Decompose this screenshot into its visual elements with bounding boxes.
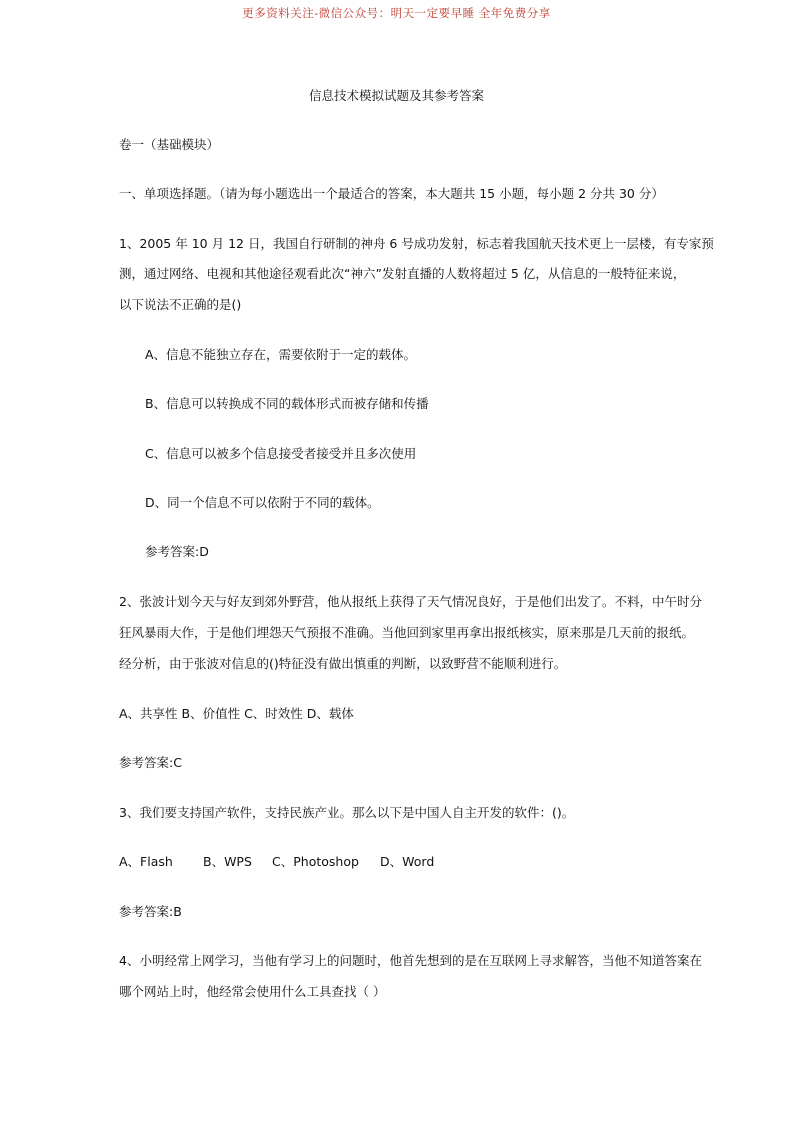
question-1-line-3: 以下说法不正确的是() xyxy=(119,297,242,312)
question-1-option-d: D、同一个信息不可以依附于不同的载体。 xyxy=(145,495,380,510)
question-1-option-b: B、信息可以转换成不同的载体形式而被存储和传播 xyxy=(145,396,429,411)
question-2-line-2: 狂风暴雨大作，于是他们埋怨天气预报不准确。当他回到家里再拿出报纸核实，原来那是几天前的报纸。 xyxy=(119,625,695,640)
part-heading: 一、单项选择题。（请为每小题选出一个最适合的答案，本大题共 15 小题，每小题 2 分共 30 分） xyxy=(119,186,664,201)
top-banner: 更多资料关注-微信公众号：明天一定要早睡 全年免费分享 xyxy=(242,6,551,20)
question-3-option-d: D、Word xyxy=(380,854,435,869)
question-1-line-1: 1、2005 年 10 月 12 日，我国自行研制的神舟 6 号成功发射，标志着我国航天技术更上一层楼，有专家预 xyxy=(119,236,714,251)
question-1-option-c: C、信息可以被多个信息接受者接受并且多次使用 xyxy=(145,446,417,461)
question-3-option-a: A、Flash xyxy=(119,854,173,869)
question-1-answer: 参考答案:D xyxy=(145,544,209,559)
question-4-line-2: 哪个网站上时，他经常会使用什么工具查找（ ） xyxy=(119,984,386,999)
question-3-option-c: C、Photoshop xyxy=(272,854,359,869)
question-1-line-2: 测，通过网络、电视和其他途径观看此次“神六”发射直播的人数将超过 5 亿，从信息的一般特征来说， xyxy=(119,266,686,281)
document-title: 信息技术模拟试题及其参考答案 xyxy=(308,88,484,103)
question-3-text: 3、我们要支持国产软件，支持民族产业。那么以下是中国人自主开发的软件：()。 xyxy=(119,805,575,820)
question-3-options xyxy=(119,854,434,870)
question-4-line-1: 4、小明经常上网学习，当他有学习上的问题时，他首先想到的是在互联网上寻求解答，当他不知道答案在 xyxy=(119,953,702,968)
question-3-answer: 参考答案:B xyxy=(119,904,182,919)
question-2-line-1: 2、张波计划今天与好友到郊外野营，他从报纸上获得了天气情况良好，于是他们出发了。不料，中午时分 xyxy=(119,594,702,609)
question-1-option-a: A、信息不能独立存在，需要依附于一定的载体。 xyxy=(145,347,417,362)
question-2-line-3: 经分析，由于张波对信息的()特征没有做出慎重的判断，以致野营不能顺利进行。 xyxy=(119,656,567,671)
section-heading: 卷一（基础模块） xyxy=(119,137,220,152)
question-3-option-b: B、WPS xyxy=(203,854,252,869)
question-2-options: A、共享性 B、价值性 C、时效性 D、载体 xyxy=(119,706,354,721)
question-2-answer: 参考答案:C xyxy=(119,755,182,770)
